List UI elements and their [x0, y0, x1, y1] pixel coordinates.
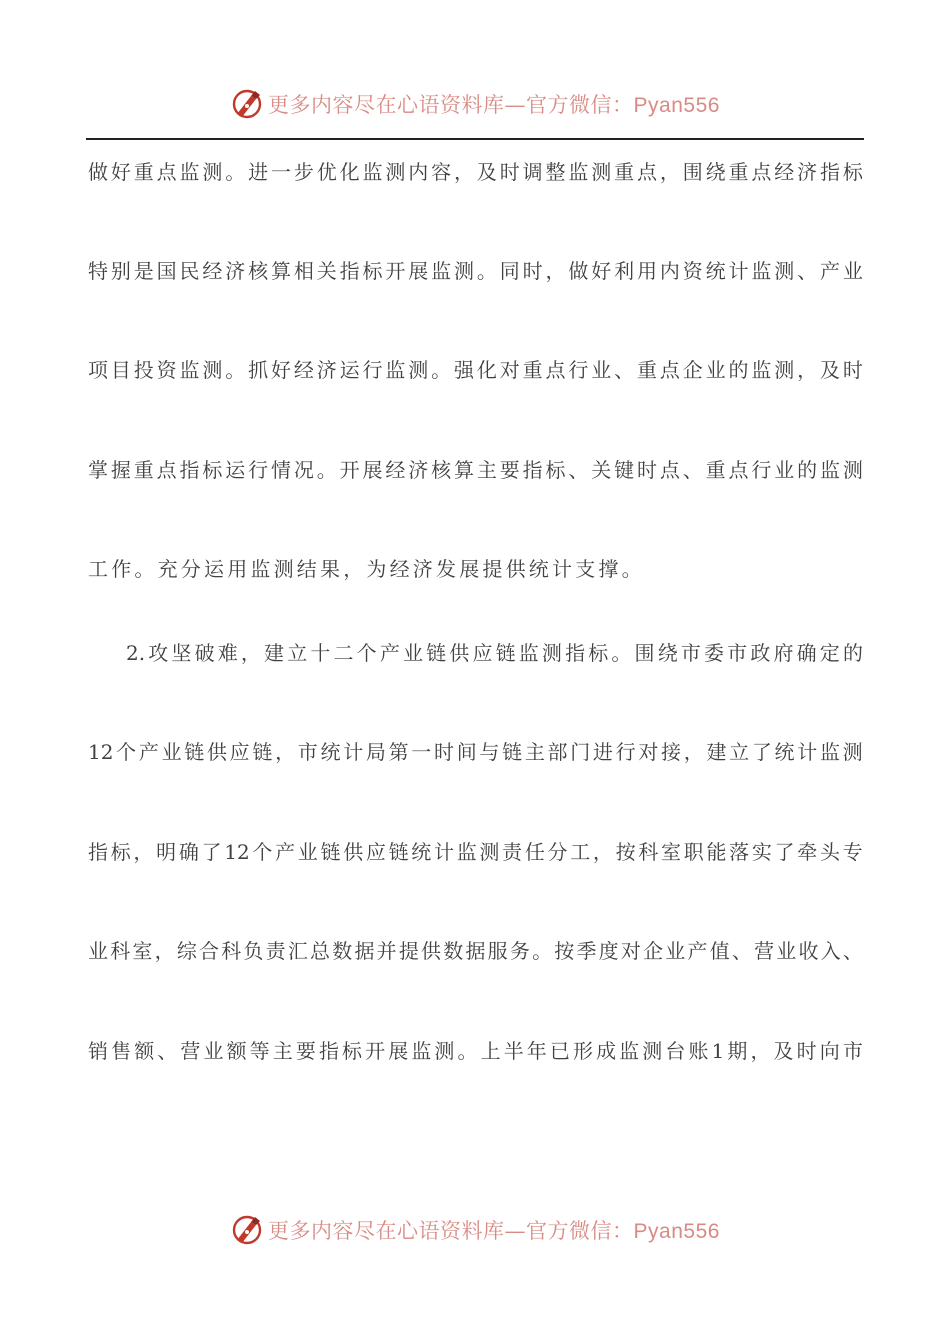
header-wechat-id: Pyan556: [633, 94, 720, 117]
body-line: 指 标 ， 明 确 了 12 个 产 业 链 供 应 链 统 计 监 测 责 任 分 工 ， 按 科 室 职 能 落 实 了 牵 头 专: [88, 840, 863, 864]
footer-banner: [0, 1210, 950, 1250]
body-line: 做 好 重 点 监 测 。 进 一 步 优 化 监 测 内 容 ， 及 时 调 整 监 测 重 点 ， 围 绕 重 点 经 济 指 标: [88, 160, 863, 184]
body-line: 特 别 是 国 民 经 济 核 算 相 关 指 标 开 展 监 测 。 同 时 ， 做 好 利 用 内 资 统 计 监 测 、 产 业: [88, 259, 863, 283]
pen-nib-logo-icon: [230, 1213, 264, 1247]
header-divider: [86, 138, 864, 140]
footer-wechat-id: Pyan556: [633, 1220, 720, 1243]
body-line: 工作。充分运用监测结果，为经济发展提供统计支撑。: [88, 557, 645, 581]
body-line: 掌 握 重 点 指 标 运 行 情 况 。 开 展 经 济 核 算 主 要 指 标 、 关 键 时 点 、 重 点 行 业 的 监 测: [88, 458, 863, 482]
body-line: 业 科 室 ， 综 合 科 负 责 汇 总 数 据 并 提 供 数 据 服 务 。 按 季 度 对 企 业 产 值 、 营 业 收 入 、: [88, 939, 863, 963]
body-line: 销 售 额 、 营 业 额 等 主 要 指 标 开 展 监 测 。 上 半 年 已 形 成 监 测 台 账 1 期 ， 及 时 向 市: [88, 1039, 863, 1063]
header-banner-text: [268, 89, 720, 119]
footer-banner-text: [268, 1215, 720, 1245]
header-banner-prefix: 更多内容尽在心语资料库—官方微信：: [268, 93, 634, 117]
pen-nib-logo-icon: [230, 87, 264, 121]
header-banner: [0, 84, 950, 124]
body-line: 项 目 投 资 监 测 。 抓 好 经 济 运 行 监 测 。 强 化 对 重 点 行 业 、 重 点 企 业 的 监 测 ， 及 时: [88, 358, 863, 382]
body-line: 2. 攻 坚 破 难 ， 建 立 十 二 个 产 业 链 供 应 链 监 测 指 标 。 围 绕 市 委 市 政 府 确 定 的: [126, 641, 863, 665]
body-line: 12 个 产 业 链 供 应 链 ， 市 统 计 局 第 一 时 间 与 链 主 部 门 进 行 对 接 ， 建 立 了 统 计 监 测: [88, 740, 863, 764]
footer-banner-prefix: 更多内容尽在心语资料库—官方微信：: [268, 1219, 634, 1243]
